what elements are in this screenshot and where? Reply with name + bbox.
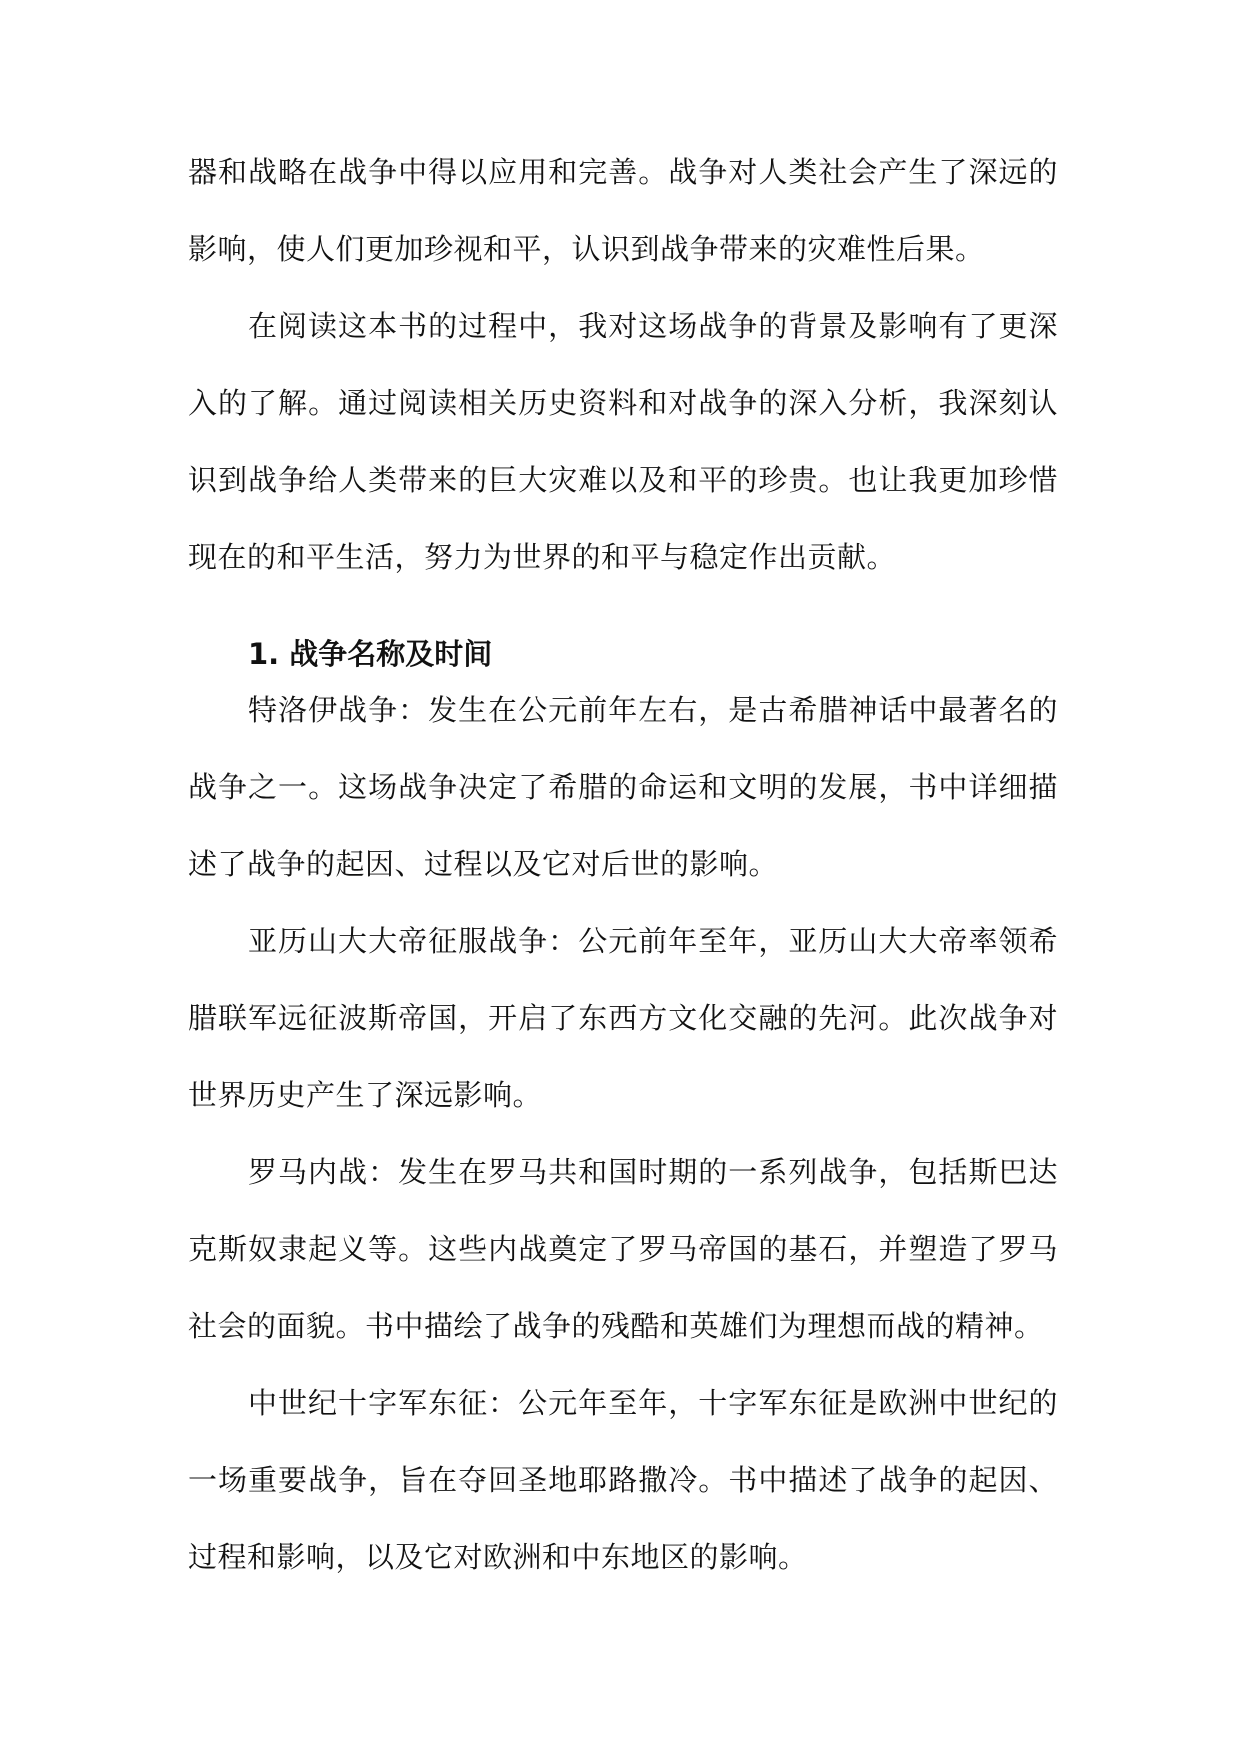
paragraph-reading-reflection: 在阅读这本书的过程中，我对这场战争的背景及影响有了更深入的了解。通过阅读相关历史资料和对战争的深入分析，我深刻认识到战争给人类带来的巨大灾难以及和平的珍贵。也让我更加珍惜现在的和平生活，努力为世界的和平与稳定作出贡献。 — [188, 309, 1058, 574]
paragraph-trojan-war: 特洛伊战争：发生在公元前年左右，是古希腊神话中最著名的战争之一。这场战争决定了希腊的命运和文明的发展，书中详细描述了战争的起因、过程以及它对后世的影响。 — [188, 693, 1058, 881]
paragraph-alexander-conquest: 亚历山大大帝征服战争：公元前年至年，亚历山大大帝率领希腊联军远征波斯帝国，开启了东西方文化交融的先河。此次战争对世界历史产生了深远影响。 — [188, 924, 1058, 1112]
top-text-block — [188, 134, 1058, 596]
bottom-text-block — [188, 672, 1058, 1596]
section-heading: 1. 战争名称及时间 — [248, 637, 493, 671]
paragraph-roman-civil-war: 罗马内战：发生在罗马共和国时期的一系列战争，包括斯巴达克斯奴隶起义等。这些内战奠定了罗马帝国的基石，并塑造了罗马社会的面貌。书中描绘了战争的残酷和英雄们为理想而战的精神。 — [188, 1155, 1058, 1343]
paragraph-crusades: 中世纪十字军东征：公元年至年，十字军东征是欧洲中世纪的一场重要战争，旨在夺回圣地耶路撒冷。书中描述了战争的起因、过程和影响，以及它对欧洲和中东地区的影响。 — [188, 1386, 1058, 1574]
paragraph-continued: 器和战略在战争中得以应用和完善。战争对人类社会产生了深远的影响，使人们更加珍视和平，认识到战争带来的灾难性后果。 — [188, 155, 1058, 266]
